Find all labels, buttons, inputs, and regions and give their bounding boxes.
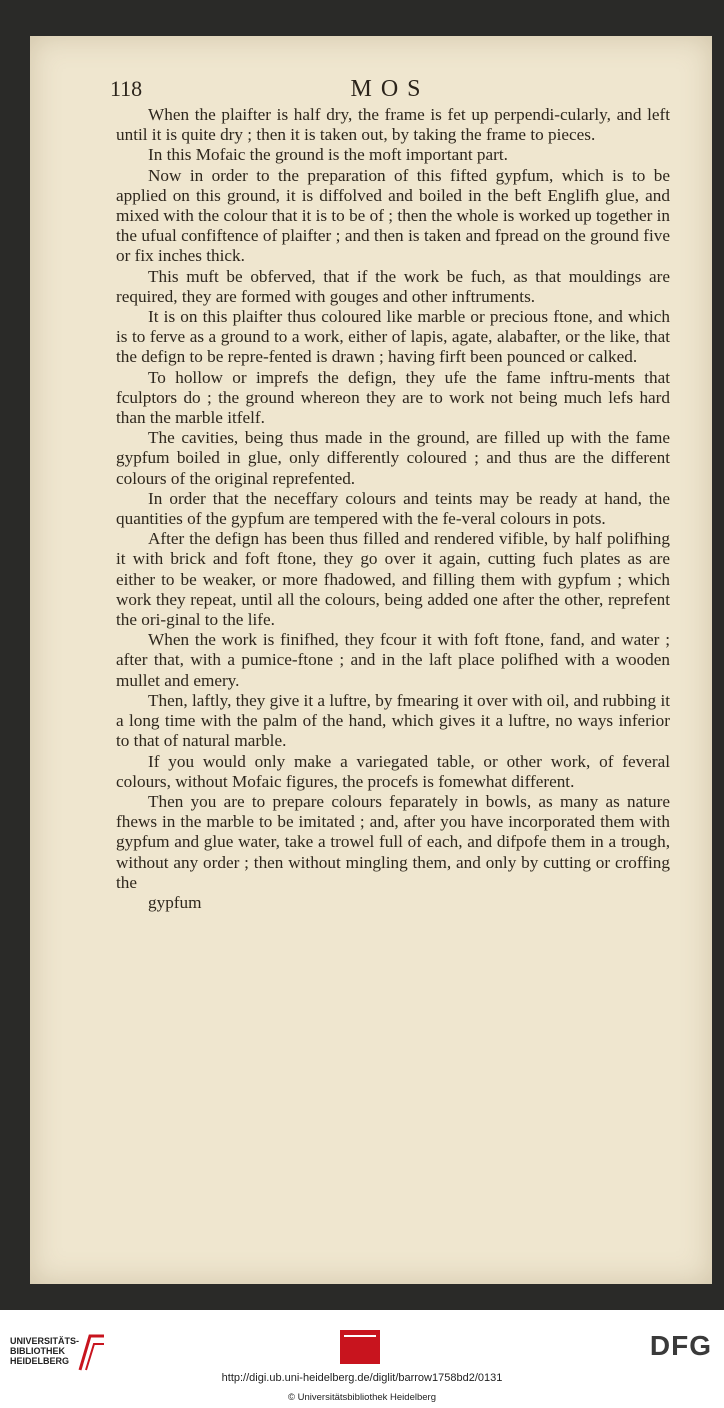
running-title: MOS [350,76,430,102]
paragraph: Then you are to prepare colours feparately in bowls, as many as nature fhews in the marble to be imitated ; and, after you have incorporated them with gypfum and glue water, take a trowel full of each, and difpofe them in a trough, without any order ; then without mingling them, and only by cutting or croffing the [116,791,670,892]
paragraph: When the work is finifhed, they fcour it with foft ftone, fand, and water ; after that, with a pumice-ftone ; and in the laft place polifhed with a wooden mullet and emery. [116,630,670,690]
paragraph: When the plaifter is half dry, the frame is fet up perpendi-cularly, and left until it is quite dry ; then it is taken out, by taking the frame to pieces. [116,105,670,145]
digital-library-logo[interactable] [340,1330,380,1364]
copyright: © Universitätsbibliothek Heidelberg [288,1392,436,1403]
paragraph: Now in order to the preparation of this fifted gypfum, which is to be applied on this ground, it is diffolved and boiled in the beft Englifh glue, and mixed with the colour that it is to be of ; then the whole is worked up together in the ufual confiftence of plaifter ; and then is taken and fpread on the ground five or fix inches thick. [116,165,670,266]
running-head [110,76,670,108]
catchword: gypfum [148,892,202,912]
library-logo[interactable] [10,1332,120,1376]
library-mark-icon [76,1332,106,1372]
paragraph: This muft be obferved, that if the work be fuch, as that mouldings are required, they are formed with gouges and other inftruments. [116,266,670,306]
dfg-logo[interactable]: DFG [649,1330,712,1361]
paragraph: Then, laftly, they give it a luftre, by fmearing it over with oil, and rubbing it a long time with the palm of the hand, which gives it a luftre, no ways inferior to that of natural marble. [116,690,670,751]
paragraph: The cavities, being thus made in the ground, are filled up with the fame gypfum boiled in glue, only differently coloured ; and thus are the different colours of the original reprefented. [116,428,670,488]
page-text [116,105,670,913]
footer [0,1310,724,1408]
paragraph: After the defign has been thus filled and rendered vifible, by half polifhing it with brick and foft ftone, they go over it again, cutting fuch plates as are either to be weaker, or more fhadowed, and filling them with gypfum ; which work they repeat, until all the colours, being added one after the other, reprefent the ori-ginal to the life. [116,529,670,630]
book-page [30,36,712,1284]
library-name: UNIVERSITÄTS- BIBLIOTHEK HEIDELBERG [10,1336,80,1366]
page-number: 118 [110,76,143,101]
paragraph: In order that the neceffary colours and teints may be ready at hand, the quantities of the gypfum are tempered with the fe-veral colours in pots. [116,488,670,529]
paragraph: If you would only make a variegated table, or other work, of feveral colours, without Mofaic figures, the procefs is fomewhat different. [116,751,670,791]
paragraph: In this Mofaic the ground is the moft important part. [148,145,508,165]
paragraph: To hollow or imprefs the defign, they ufe the fame inftru-ments that fculptors do ; the ground whereon they are to work not being much lefs hard than the marble itfelf. [116,367,670,428]
permalink[interactable]: http://digi.ub.uni-heidelberg.de/diglit/barrow1758bd2/0131 [221,1372,503,1384]
paragraph: It is on this plaifter thus coloured like marble or precious ftone, and which is to ferve as a ground to a work, either of lapis, agate, alabafter, or the like, that the defign to be repre-fented is drawn ; having firft been pounced or calked. [116,307,670,367]
